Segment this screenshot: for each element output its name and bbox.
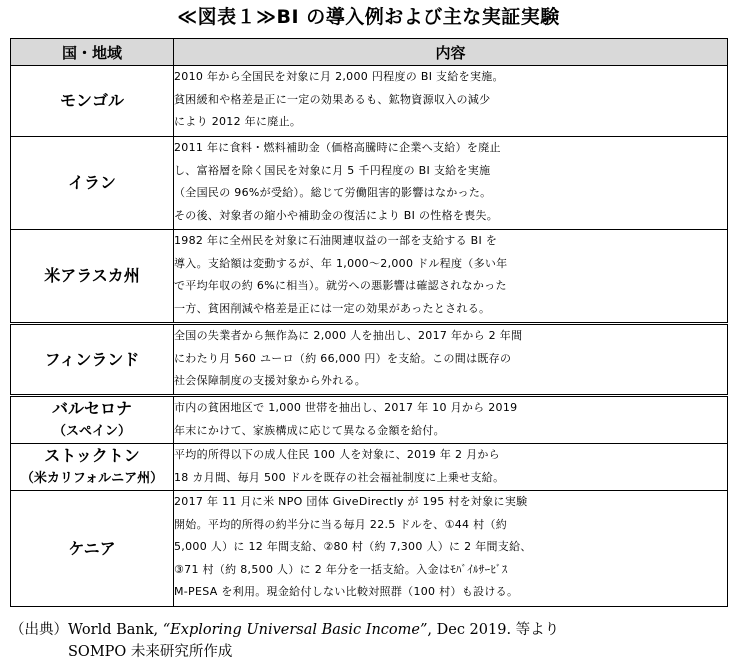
content-line: 導入。支給額は変動するが、年 1,000～2,000 ドル程度（多い年 bbox=[174, 256, 508, 270]
content-cell bbox=[174, 491, 728, 607]
country-cell bbox=[11, 66, 174, 137]
content-line: 18 カ月間、毎月 500 ドルを既存の社会福祉制度に上乗せ支給。 bbox=[174, 470, 505, 484]
content-line: し、富裕層を除く国民を対象に月 5 千円程度の BI 支給を実施 bbox=[174, 163, 491, 177]
country-name: 米アラスカ州 bbox=[44, 266, 140, 285]
source-prefix: （出典） bbox=[10, 622, 68, 638]
country-name: イラン bbox=[67, 173, 116, 192]
country-name: モンゴル bbox=[59, 91, 124, 110]
figure-title: ≪図表１≫BI の導入例および主な実証実験 bbox=[177, 6, 560, 28]
header-country: 国・地域 bbox=[11, 39, 174, 66]
country-cell bbox=[11, 491, 174, 607]
content-line: 社会保障制度の支援対象から外れる。 bbox=[174, 374, 367, 387]
content-line: 開始。平均的所得の約半分に当る毎月 22.5 ドルを、①44 村（約 bbox=[174, 517, 508, 531]
content-cell bbox=[174, 66, 728, 137]
country-cell bbox=[11, 396, 174, 444]
header-content: 内容 bbox=[174, 39, 728, 66]
table-row bbox=[11, 137, 728, 230]
source-work-title: “Exploring Universal Basic Income” bbox=[162, 622, 428, 638]
country-cell bbox=[11, 324, 174, 396]
content-line: 貧困緩和や格差是正に一定の効果あるも、鉱物資源収入の減少 bbox=[174, 92, 491, 106]
source-suffix: , Dec 2019. 等より bbox=[427, 622, 560, 638]
content-line: 2017 年 11 月に米 NPO 団体 GiveDirectly が 195 村を対象に実験 bbox=[174, 495, 528, 508]
table-row bbox=[11, 230, 728, 324]
content-line: 一方、貧困削減や格差是正には一定の効果があったとされる。 bbox=[174, 301, 491, 315]
content-cell bbox=[174, 324, 728, 396]
bi-examples-table bbox=[10, 38, 728, 607]
content-line: で平均年収の約 6%に相当）。就労への悪影響は確認されなかった bbox=[174, 279, 507, 292]
table-row bbox=[11, 491, 728, 607]
table-row bbox=[11, 66, 728, 137]
content-line: M-PESA を利用。現金給付しない比較対照群（100 村）も設ける。 bbox=[174, 585, 519, 598]
country-name: バルセロナ bbox=[51, 399, 132, 418]
content-line: 1982 年に全州民を対象に石油関連収益の一部を支給する BI を bbox=[174, 234, 498, 247]
content-line: ③71 村（約 8,500 人）に 2 年分を一括支給。入金はﾓﾊﾞｲﾙｻｰﾋﾞｽ bbox=[174, 562, 508, 576]
content-line: 5,000 人）に 12 年間支給、②80 村（約 7,300 人）に 2 年間支給、 bbox=[174, 540, 532, 553]
table-row bbox=[11, 444, 728, 491]
source-line-1 bbox=[10, 619, 730, 641]
content-line: 年末にかけて、家族構成に応じて異なる金額を給付。 bbox=[174, 423, 445, 437]
source-note bbox=[10, 619, 730, 663]
table-row bbox=[11, 396, 728, 444]
source-publisher: World Bank, bbox=[68, 622, 163, 638]
content-line: その後、対象者の縮小や補助金の復活により BI の性格を喪失。 bbox=[174, 208, 499, 222]
country-cell bbox=[11, 137, 174, 230]
country-cell bbox=[11, 230, 174, 324]
content-line: 平均的所得以下の成人住民 100 人を対象に、2019 年 2 月から bbox=[174, 448, 500, 461]
country-name: ケニア bbox=[68, 538, 116, 558]
content-cell bbox=[174, 444, 728, 491]
content-line: 全国の失業者から無作為に 2,000 人を抽出し、2017 年から 2 年間 bbox=[174, 329, 523, 342]
source-line-2: SOMPO 未来研究所作成 bbox=[68, 644, 233, 660]
content-line: （全国民の 96%が受給）。総じて労働阻害的影響はなかった。 bbox=[174, 186, 492, 199]
content-cell bbox=[174, 230, 728, 324]
content-line: にわたり月 560 ユーロ（約 66,000 円）を支給。この間は既存の bbox=[174, 351, 512, 365]
country-subname: （スペイン） bbox=[52, 424, 131, 439]
content-cell bbox=[174, 137, 728, 230]
country-name: フィンランド bbox=[44, 349, 140, 369]
country-subname: （米カリフォルニア州） bbox=[20, 471, 164, 486]
content-line: により 2012 年に廃止。 bbox=[174, 115, 302, 128]
content-line: 2010 年から全国民を対象に月 2,000 円程度の BI 支給を実施。 bbox=[174, 70, 504, 83]
content-line: 2011 年に食料・燃料補助金（価格高騰時に企業へ支給）を廃止 bbox=[174, 141, 501, 154]
content-line: 市内の貧困地区で 1,000 世帯を抽出し、2017 年 10 月から 2019 bbox=[174, 401, 518, 414]
table-row bbox=[11, 324, 728, 396]
table-header-row bbox=[11, 39, 728, 66]
country-name: ストックトン bbox=[44, 446, 140, 465]
country-cell bbox=[11, 444, 174, 491]
content-cell bbox=[174, 396, 728, 444]
